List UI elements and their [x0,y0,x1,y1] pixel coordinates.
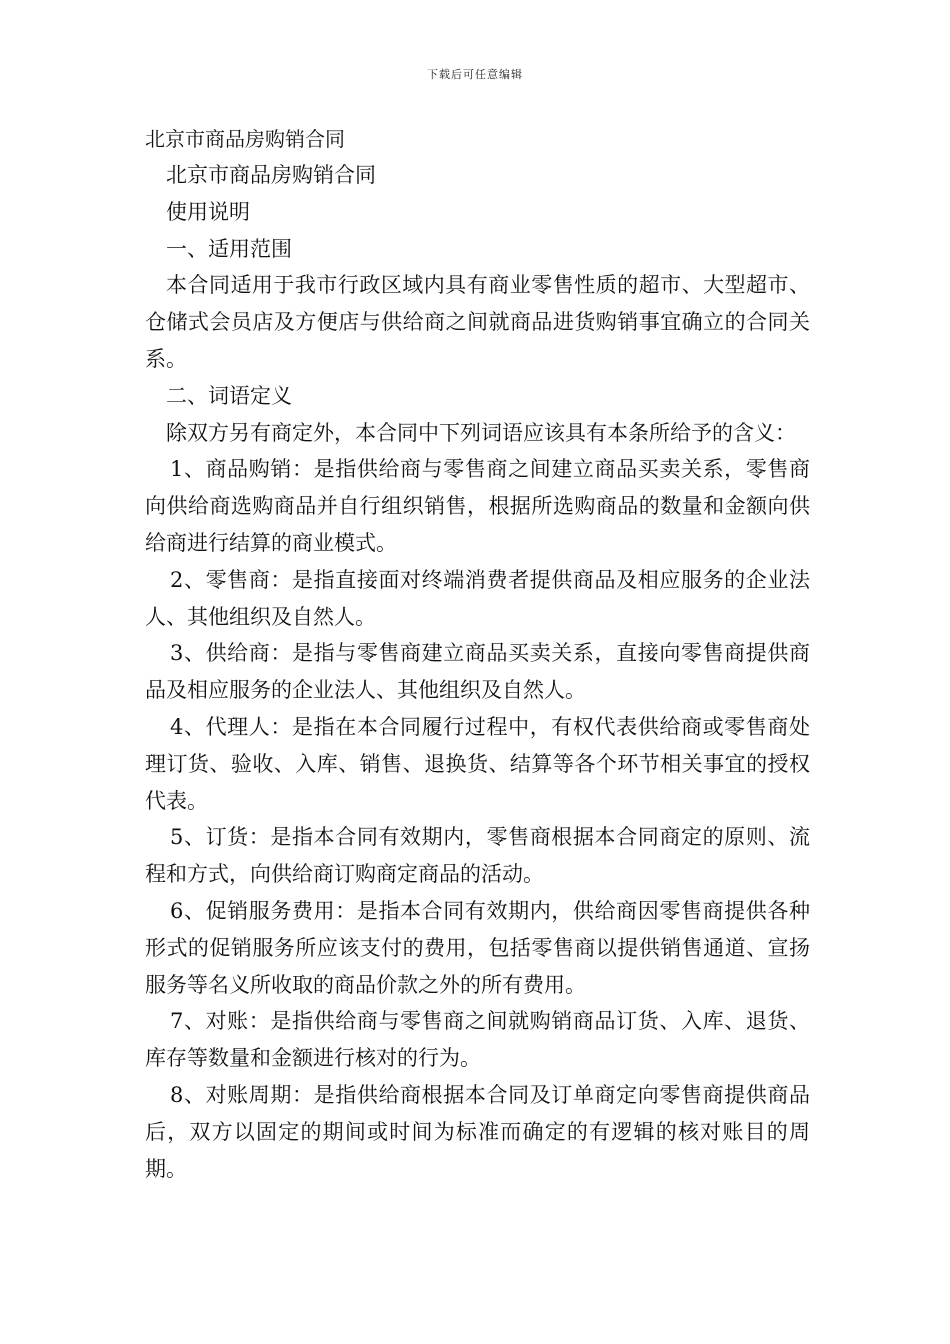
definition-item: 4、代理人：是指在本合同履行过程中，有权代表供给商或零售商处理订货、验收、入库、销售、退换货、结算等各个环节相关事宜的授权代表。 [145,714,810,813]
section-heading-scope: 一、适用范围 [166,236,292,261]
document-title: 北京市商品房购销合同 [145,127,345,151]
definitions-intro: 除双方另有商定外，本合同中下列词语应该具有本条所给予的含义： [166,420,796,445]
definition-item: 2、零售商：是指直接面对终端消费者提供商品及相应服务的企业法人、其他组织及自然人。 [145,567,810,629]
page-header-note: 下载后可任意编辑 [427,68,523,81]
definition-item: 3、供给商：是指与零售商建立商品买卖关系，直接向零售商提供商品及相应服务的企业法人、其他组织及自然人。 [145,641,810,703]
scope-paragraph: 本合同适用于我市行政区域内具有商业零售性质的超市、大型超市、仓储式会员店及方便店与供给商之间就商品进货购销事宜确立的合同关系。 [145,273,810,371]
document-body [145,121,810,1187]
usage-heading: 使用说明 [166,199,250,224]
definition-item: 7、对账：是指供给商与零售商之间就购销商品订货、入库、退货、库存等数量和金额进行核对的行为。 [145,1009,810,1071]
definition-item: 1、商品购销：是指供给商与零售商之间建立商品买卖关系，零售商向供给商选购商品并自行组织销售，根据所选购商品的数量和金额向供给商进行结算的商业模式。 [145,457,810,555]
definition-item: 5、订货：是指本合同有效期内，零售商根据本合同商定的原则、流程和方式，向供给商订购商定商品的活动。 [145,825,810,887]
section-heading-definitions: 二、词语定义 [166,383,292,408]
definition-item: 6、促销服务费用：是指本合同有效期内，供给商因零售商提供各种形式的促销服务所应该支付的费用，包括零售商以提供销售通道、宣扬服务等名义所收取的商品价款之外的所有费用。 [145,898,810,997]
contract-name: 北京市商品房购销合同 [166,163,376,187]
definition-item: 8、对账周期：是指供给商根据本合同及订单商定向零售商提供商品后，双方以固定的期间或时间为标准而确定的有逻辑的核对账目的周期。 [145,1082,810,1181]
